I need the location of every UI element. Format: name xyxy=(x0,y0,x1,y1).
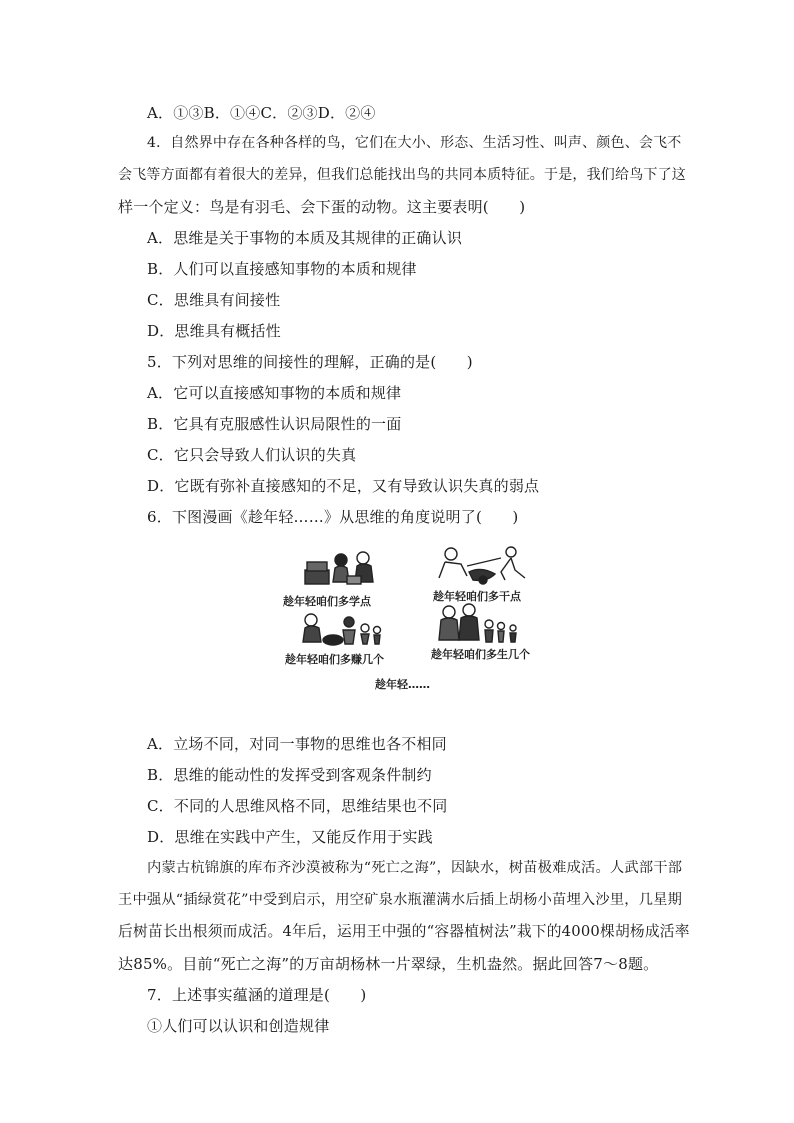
cartoon-caption-4: 趁年轻咱们多生几个 xyxy=(431,648,530,661)
cartoon-caption-3: 趁年轻咱们多赚几个 xyxy=(285,653,384,666)
q4-option-a: A．思维是关于事物的本质及其规律的正确认识 xyxy=(147,229,463,247)
q4-stem-line3: 样一个定义：鸟是有羽毛、会下蛋的动物。这主要表明( ) xyxy=(118,198,526,216)
cartoon-caption-1: 趁年轻咱们多学点 xyxy=(283,595,371,608)
cartoon-earn-illustration xyxy=(297,610,387,652)
q6-stem: 6．下图漫画《趁年轻……》从思维的角度说明了( ) xyxy=(147,508,519,526)
cartoon-family-illustration xyxy=(433,602,523,648)
q4-option-b: B．人们可以直接感知事物的本质和规律 xyxy=(147,260,417,278)
q6-option-b: B．思维的能动性的发挥受到客观条件制约 xyxy=(147,766,432,784)
q4-stem-line1: 4．自然界中存在各种各样的鸟，它们在大小、形态、生活习性、叫声、颜色、会飞不 xyxy=(147,135,682,151)
q4-option-c: C．思维具有间接性 xyxy=(147,291,281,309)
q6-option-d: D．思维在实践中产生，又能反作用于实践 xyxy=(147,828,433,846)
q5-option-a: A．它可以直接感知事物的本质和规律 xyxy=(147,384,402,402)
cartoon-caption-2: 趁年轻咱们多干点 xyxy=(433,590,521,603)
q5-option-d: D．它既有弥补直接感知的不足，又有导致认识失真的弱点 xyxy=(147,477,540,495)
passage-line1: 内蒙古杭锦旗的库布齐沙漠被称为“死亡之海”，因缺水，树苗极难成活。人武部干部 xyxy=(147,860,683,876)
q7-item1: ①人们可以认识和创造规律 xyxy=(147,1017,330,1035)
q6-option-a: A．立场不同，对同一事物的思维也各不相同 xyxy=(147,735,447,753)
q6-option-c: C．不同的人思维风格不同，思维结果也不同 xyxy=(147,797,448,815)
q7-stem: 7．上述事实蕴涵的道理是( ) xyxy=(147,986,367,1004)
cartoon-study-illustration xyxy=(301,548,381,592)
q3-options: A．①③B．①④C．②③D．②④ xyxy=(147,104,376,122)
q4-option-d: D．思维具有概括性 xyxy=(147,322,281,340)
q4-stem-line2: 会飞等方面都有着很大的差异，但我们总能找出鸟的共同本质特征。于是，我们给鸟下了这 xyxy=(118,167,686,183)
passage-line4: 达85%。目前“死亡之海”的万亩胡杨林一片翠绿，生机盎然。据此回答7～8题。 xyxy=(118,955,659,973)
cartoon-work-illustration xyxy=(431,544,531,586)
q5-option-b: B．它具有克服感性认识局限性的一面 xyxy=(147,415,402,433)
q5-option-c: C．它只会导致人们认识的失真 xyxy=(147,446,357,464)
passage-line3: 后树苗长出根须而成活。4年后，运用王中强的“容器植树法”栽下的4000棵胡杨成活率 xyxy=(118,923,690,940)
passage-line2: 王中强从“插绿赏花”中受到启示，用空矿泉水瓶灌满水后插上胡杨小苗埋入沙里，几星期 xyxy=(118,892,683,908)
cartoon-title: 趁年轻…… xyxy=(375,678,430,691)
q5-stem: 5．下列对思维的间接性的理解，正确的是( ) xyxy=(147,353,473,371)
cartoon-figure xyxy=(283,540,545,690)
